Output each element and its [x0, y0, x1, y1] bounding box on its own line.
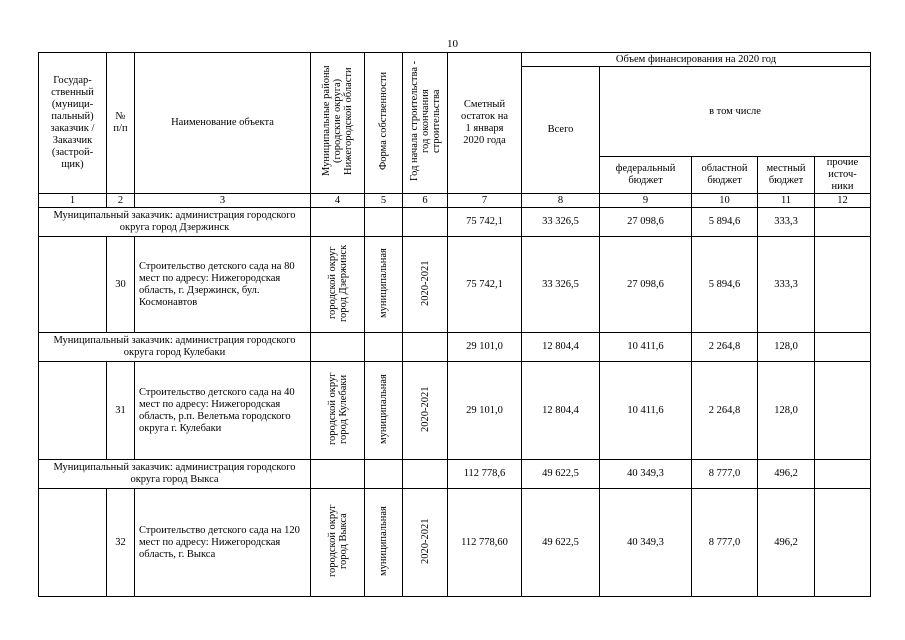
summary-other — [815, 208, 871, 237]
object-estimate: 29 101,0 — [448, 362, 522, 460]
header-districts-text: Муниципальные районы (городские округа) Нижегородской области — [321, 65, 354, 177]
object-num: 31 — [107, 362, 135, 460]
header-ownership — [365, 53, 403, 194]
header-regional: областной бюджет — [692, 157, 758, 194]
object-name: Строительство детского сада на 120 мест по адресу: Нижегородская область, г. Выкса — [135, 489, 311, 597]
header-including: в том числе — [600, 67, 871, 157]
empty-cell — [311, 208, 365, 237]
object-estimate: 75 742,1 — [448, 237, 522, 333]
object-district-text: городской округ город Выкса — [326, 504, 349, 577]
object-other — [815, 237, 871, 333]
header-total: Всего — [522, 67, 600, 194]
empty-cell — [311, 460, 365, 489]
customer-summary-row — [39, 208, 871, 237]
object-ownership — [365, 237, 403, 333]
object-ownership — [365, 489, 403, 597]
summary-local: 128,0 — [758, 333, 815, 362]
object-years — [403, 237, 448, 333]
summary-federal: 10 411,6 — [600, 333, 692, 362]
header-num: № п/п — [107, 53, 135, 194]
header-ownership-text: Форма собственности — [378, 71, 389, 171]
empty-cell — [365, 208, 403, 237]
object-ownership — [365, 362, 403, 460]
object-name: Строительство детского сада на 40 мест по адресу: Нижегородская область, р.п. Велетьма городского округа г. Кулебаки — [135, 362, 311, 460]
col-number: 7 — [448, 194, 522, 208]
header-funding: Объем финансирования на 2020 год — [522, 53, 871, 67]
customer-name: Муниципальный заказчик: администрация городского округа город Дзержинск — [39, 208, 311, 237]
summary-regional: 8 777,0 — [692, 460, 758, 489]
customer-summary-row — [39, 460, 871, 489]
summary-regional: 2 264,8 — [692, 333, 758, 362]
empty-cell — [39, 489, 107, 597]
summary-other — [815, 460, 871, 489]
col-number: 8 — [522, 194, 600, 208]
header-years — [403, 53, 448, 194]
summary-estimate: 112 778,6 — [448, 460, 522, 489]
header-districts — [311, 53, 365, 194]
table-header — [39, 53, 871, 208]
object-years-text: 2020-2021 — [419, 385, 431, 432]
object-years — [403, 362, 448, 460]
col-number: 1 — [39, 194, 107, 208]
object-total: 33 326,5 — [522, 237, 600, 333]
col-number: 3 — [135, 194, 311, 208]
object-district — [311, 362, 365, 460]
object-other — [815, 362, 871, 460]
header-estimate: Сметный остаток на 1 января 2020 года — [448, 53, 522, 194]
object-total: 49 622,5 — [522, 489, 600, 597]
object-federal: 27 098,6 — [600, 237, 692, 333]
customer-name: Муниципальный заказчик: администрация городского округа город Выкса — [39, 460, 311, 489]
customer-summary-row — [39, 333, 871, 362]
summary-local: 333,3 — [758, 208, 815, 237]
object-district-text: городской округ город Дзержинск — [326, 243, 349, 322]
page-number: 10 — [447, 38, 458, 50]
object-row — [39, 489, 871, 597]
summary-federal: 40 349,3 — [600, 460, 692, 489]
header-local: местный бюджет — [758, 157, 815, 194]
summary-total: 12 804,4 — [522, 333, 600, 362]
object-other — [815, 489, 871, 597]
col-number: 2 — [107, 194, 135, 208]
header-other: прочие источ- ники — [815, 157, 871, 194]
object-ownership-text: муниципальная — [378, 505, 389, 576]
summary-total: 33 326,5 — [522, 208, 600, 237]
summary-local: 496,2 — [758, 460, 815, 489]
empty-cell — [311, 333, 365, 362]
object-federal: 10 411,6 — [600, 362, 692, 460]
object-district-text: городской округ город Кулебаки — [326, 372, 349, 445]
empty-cell — [365, 460, 403, 489]
empty-cell — [403, 208, 448, 237]
object-row — [39, 362, 871, 460]
col-number: 6 — [403, 194, 448, 208]
col-number: 4 — [311, 194, 365, 208]
object-num: 30 — [107, 237, 135, 333]
financing-table — [38, 52, 871, 597]
object-ownership-text: муниципальная — [378, 373, 389, 444]
object-local: 128,0 — [758, 362, 815, 460]
col-number: 10 — [692, 194, 758, 208]
col-number: 9 — [600, 194, 692, 208]
col-number: 5 — [365, 194, 403, 208]
summary-estimate: 29 101,0 — [448, 333, 522, 362]
table-body — [39, 208, 871, 597]
col-number: 12 — [815, 194, 871, 208]
summary-estimate: 75 742,1 — [448, 208, 522, 237]
object-local: 496,2 — [758, 489, 815, 597]
empty-cell — [403, 333, 448, 362]
column-numbers-row — [39, 194, 871, 208]
empty-cell — [365, 333, 403, 362]
col-number: 11 — [758, 194, 815, 208]
object-years-text: 2020-2021 — [419, 259, 431, 306]
object-district — [311, 489, 365, 597]
header-customer: Государ- ственный (муници- пальный) заказчик / Заказчик (застрой- щик) — [39, 53, 107, 194]
object-num: 32 — [107, 489, 135, 597]
object-estimate: 112 778,60 — [448, 489, 522, 597]
empty-cell — [39, 237, 107, 333]
object-total: 12 804,4 — [522, 362, 600, 460]
summary-total: 49 622,5 — [522, 460, 600, 489]
object-regional: 2 264,8 — [692, 362, 758, 460]
empty-cell — [403, 460, 448, 489]
summary-federal: 27 098,6 — [600, 208, 692, 237]
object-name: Строительство детского сада на 80 мест по адресу: Нижегородская область, г. Дзержинск, бул. Космонавтов — [135, 237, 311, 333]
object-row — [39, 237, 871, 333]
empty-cell — [39, 362, 107, 460]
object-district — [311, 237, 365, 333]
object-years — [403, 489, 448, 597]
object-regional: 8 777,0 — [692, 489, 758, 597]
header-years-text: Год начала строительства - год окончания строительства — [408, 60, 442, 182]
summary-other — [815, 333, 871, 362]
object-regional: 5 894,6 — [692, 237, 758, 333]
object-federal: 40 349,3 — [600, 489, 692, 597]
object-ownership-text: муниципальная — [378, 247, 389, 318]
header-federal: федеральный бюджет — [600, 157, 692, 194]
customer-name: Муниципальный заказчик: администрация городского округа город Кулебаки — [39, 333, 311, 362]
object-local: 333,3 — [758, 237, 815, 333]
summary-regional: 5 894,6 — [692, 208, 758, 237]
object-years-text: 2020-2021 — [419, 517, 431, 564]
header-name: Наименование объекта — [135, 53, 311, 194]
